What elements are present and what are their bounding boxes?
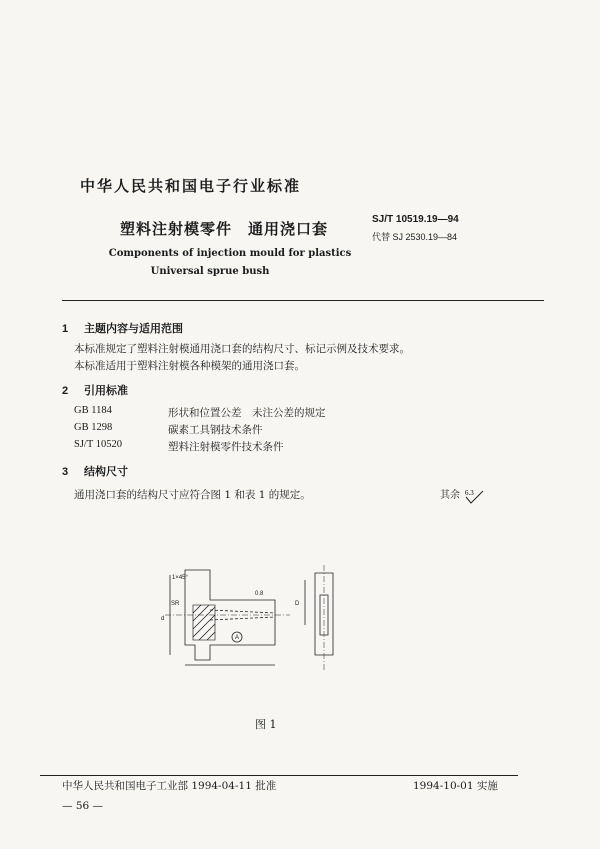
effective-date: 1994-10-01 实施: [413, 780, 498, 792]
d1-label: d: [161, 616, 165, 622]
ref-1-code: GB 1184: [74, 405, 112, 416]
ref-3-desc: 塑料注射模零件技术条件: [168, 441, 284, 453]
english-subtitle: Universal sprue bush: [150, 266, 270, 277]
ref-2-code: GB 1298: [74, 422, 113, 433]
section-2-number: 2: [62, 385, 69, 397]
section-1-number: 1: [62, 323, 69, 335]
bottom-divider: [40, 775, 518, 776]
ref-2-desc: 碳素工具钢技术条件: [168, 424, 263, 436]
ref-3-code: SJ/T 10520: [74, 439, 122, 450]
page-number: — 56 —: [62, 800, 104, 812]
section-1-para-1: 本标准规定了塑料注射模通用浇口套的结构尺寸、标记示例及技术要求。: [74, 343, 410, 355]
section-2-title: 引用标准: [84, 385, 128, 397]
surface-a-label: A: [235, 635, 240, 641]
roughness-note: [440, 486, 489, 504]
section-3-number: 3: [62, 466, 69, 478]
section-1-title: 主题内容与适用范围: [84, 323, 183, 335]
replaces-standard: 代替 SJ 2530.19—84: [372, 232, 458, 242]
tolerance-label: 0.8: [255, 591, 264, 597]
english-title: Components of injection mould for plastics: [108, 248, 352, 259]
angle-label: 1×45°: [172, 575, 188, 581]
section-3-para-1: 通用浇口套的结构尺寸应符合图 1 和表 1 的规定。: [74, 489, 311, 501]
d2-label: D: [295, 601, 300, 607]
roughness-label: 其余: [440, 490, 460, 501]
sr-label: SR: [171, 601, 180, 607]
section-3-heading: [62, 463, 128, 479]
section-1-para-2: 本标准适用于塑料注射模各种模架的通用浇口套。: [74, 360, 305, 372]
roughness-symbol-icon: [463, 488, 489, 504]
document-title: 塑料注射模零件 通用浇口套: [120, 220, 329, 238]
issuer-text: 中华人民共和国电子工业部 1994-04-11 批准: [62, 780, 277, 792]
section-2-heading: [62, 382, 128, 398]
figure-caption: 图 1: [255, 718, 277, 731]
header-title: 中华人民共和国电子行业标准: [80, 177, 302, 195]
standard-number: SJ/T 10519.19—94: [372, 214, 459, 225]
section-1-heading: [62, 320, 183, 336]
roughness-value: 6.3: [465, 488, 474, 497]
section-3-title: 结构尺寸: [84, 466, 128, 478]
sprue-bush-drawing: [155, 565, 345, 675]
ref-1-desc: 形状和位置公差 未注公差的规定: [168, 407, 326, 419]
top-divider: [62, 300, 544, 301]
